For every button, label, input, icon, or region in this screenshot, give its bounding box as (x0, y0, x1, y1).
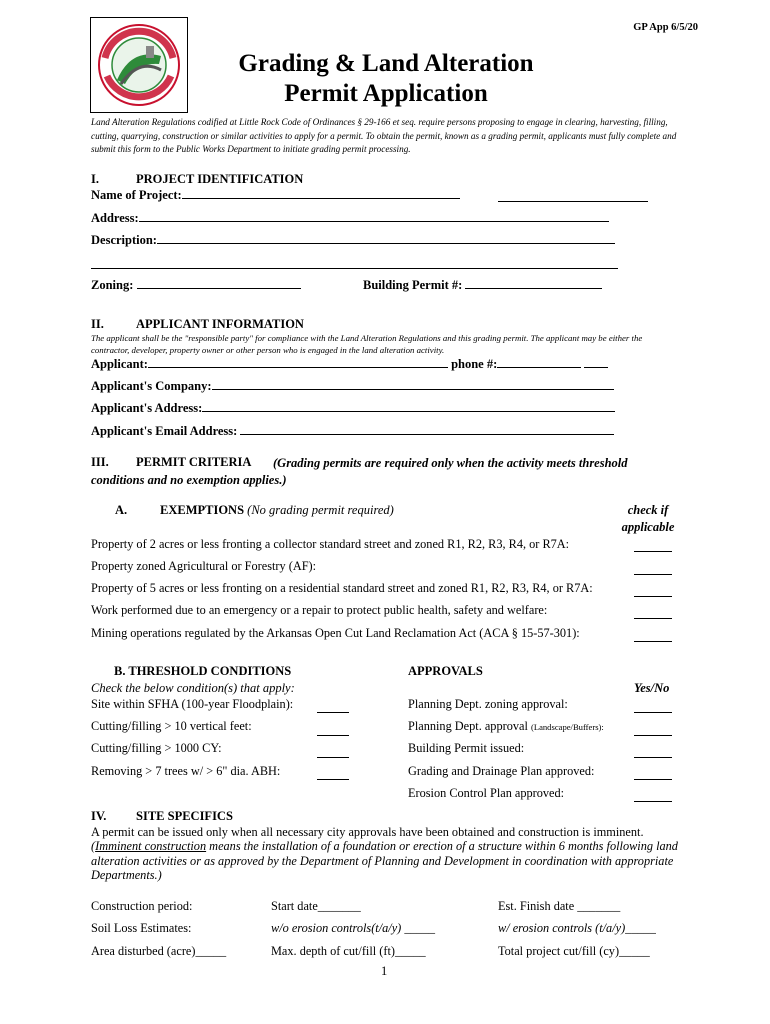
phone-label: phone #: (451, 357, 498, 371)
section2-heading: APPLICANT INFORMATION (136, 317, 304, 331)
project-name-field[interactable] (182, 188, 460, 199)
description-field-line2[interactable] (91, 258, 618, 269)
project-name-row (91, 188, 460, 203)
approval-item-with-note (408, 719, 604, 734)
w-erosion-field[interactable]: w/ erosion controls (t/a/y)_____ (498, 921, 656, 935)
max-depth-field[interactable]: Max. depth of cut/fill (ft)_____ (271, 944, 426, 958)
section3-heading: PERMIT CRITERIA (136, 455, 252, 469)
section1-heading: PROJECT IDENTIFICATION (136, 172, 304, 186)
finish-date-field[interactable]: Est. Finish date _______ (498, 899, 621, 913)
start-date-field[interactable]: Start date_______ (271, 899, 361, 913)
approval-item: Planning Dept. zoning approval: (408, 697, 568, 711)
zoning-row (91, 278, 301, 293)
description-field[interactable] (157, 233, 615, 244)
wo-erosion-field[interactable]: w/o erosion controls(t/a/y) _____ (271, 921, 436, 935)
description-row (91, 233, 615, 248)
exemption-check-2[interactable] (634, 564, 672, 575)
building-permit-field[interactable] (465, 278, 602, 289)
approval-check-3[interactable] (634, 747, 672, 758)
city-logo (90, 17, 188, 113)
applicant-note: The applicant shall be the "responsible party" for compliance with the Land Alteration Regulations and this grading permit. The applicant may be either the contractor, developer, property owner or other person who is engaged in the land alteration activity. (91, 333, 643, 355)
building-permit-label: Building Permit #: (363, 278, 463, 292)
address-label: Address: (91, 211, 139, 225)
check-header-2: applicable (621, 520, 675, 534)
exemption-check-4[interactable] (634, 608, 672, 619)
description-label: Description: (91, 233, 157, 247)
yes-no-header: Yes/No (634, 681, 670, 695)
applicant-address-label: Applicant's Address: (91, 401, 203, 415)
approval-small-note: (Landscape/Buffers): (530, 722, 604, 732)
threshold-check-4[interactable] (317, 769, 349, 780)
approval-item: Grading and Drainage Plan approved: (408, 764, 595, 778)
sub-a-heading-row (160, 503, 394, 518)
company-label: Applicant's Company: (91, 379, 212, 393)
page-title-line2: Permit Application (284, 80, 488, 107)
page-number: 1 (381, 964, 388, 978)
sub-a-letter: A. (115, 503, 128, 517)
section2-numeral: II. (91, 317, 104, 331)
public-works-seal-icon (91, 18, 187, 112)
applicant-email-label: Applicant's Email Address: (91, 424, 238, 438)
section3-heading-note: (Grading permits are required only when the activity meets threshold conditions and no exemption applies.) (91, 456, 628, 487)
applicant-label: Applicant: (91, 357, 148, 371)
zoning-label: Zoning: (91, 278, 134, 292)
approval-item: Building Permit issued: (408, 741, 525, 755)
applicant-row (91, 357, 608, 372)
applicant-field[interactable] (148, 357, 448, 368)
phone-ext-field[interactable] (584, 357, 608, 368)
site-specifics-paragraph: (Imminent construction means the installation of a foundation or erection of a structure within 6 months following land alteration activities or as approved by the Department of Planning and Development in coordination with appropriate Departments.) (91, 839, 678, 883)
section4-numeral: IV. (91, 809, 107, 823)
approval-item: Planning Dept. approval (408, 719, 528, 733)
approval-check-2[interactable] (634, 725, 672, 736)
threshold-item: Cutting/filling > 1000 CY: (91, 741, 222, 755)
exemption-check-1[interactable] (634, 541, 672, 552)
site-specifics-line1: A permit can be issued only when all necessary city approvals have been obtained and construction is imminent. (91, 825, 644, 839)
address-row (91, 211, 609, 226)
approval-check-4[interactable] (634, 769, 672, 780)
address-field[interactable] (139, 211, 609, 222)
company-field[interactable] (212, 379, 614, 390)
form-id: GP App 6/5/20 (633, 22, 698, 33)
soil-loss-label: Soil Loss Estimates: (91, 921, 192, 935)
area-disturbed-field[interactable]: Area disturbed (acre)_____ (91, 944, 227, 958)
total-cut-fill-field[interactable]: Total project cut/fill (cy)_____ (498, 944, 650, 958)
project-name-label: Name of Project: (91, 188, 182, 202)
zoning-field[interactable] (137, 278, 301, 289)
sub-b-heading: B. THRESHOLD CONDITIONS (114, 664, 292, 678)
exemption-item: Work performed due to an emergency or a repair to protect public health, safety and welfare: (91, 603, 548, 617)
building-permit-row (363, 278, 602, 293)
approval-check-5[interactable] (634, 791, 672, 802)
project-extra-field[interactable] (498, 191, 648, 202)
imminent-construction-text: means the installation of a foundation or erection of a structure within 6 months following land alteration activities or as approved by the Department of Planning and Development in coordination with appropriate Departments.) (91, 839, 678, 883)
applicant-email-field[interactable] (240, 424, 614, 435)
section4-heading: SITE SPECIFICS (136, 809, 233, 823)
sub-a-note: (No grading permit required) (247, 503, 394, 517)
applicant-address-row (91, 401, 615, 416)
imminent-construction-label: Imminent construction (95, 839, 207, 853)
exemption-check-5[interactable] (634, 631, 672, 642)
approval-check-1[interactable] (634, 702, 672, 713)
approval-item: Erosion Control Plan approved: (408, 786, 565, 800)
threshold-check-2[interactable] (317, 725, 349, 736)
applicant-email-row (91, 424, 614, 439)
exemption-item: Property of 2 acres or less fronting a collector standard street and zoned R1, R2, R3, R4, or R7A: (91, 537, 570, 551)
check-header-1: check if (627, 503, 669, 517)
phone-field[interactable] (497, 357, 581, 368)
threshold-item: Site within SFHA (100-year Floodplain): (91, 697, 294, 711)
exemption-item: Property of 5 acres or less fronting on a residential standard street and zoned R1, R2, R3, R4, or R7A: (91, 581, 593, 595)
threshold-item: Cutting/filling > 10 vertical feet: (91, 719, 252, 733)
page-title-line1: Grading & Land Alteration (238, 50, 534, 77)
exemption-item: Mining operations regulated by the Arkansas Open Cut Land Reclamation Act (ACA § 15-57-301): (91, 626, 580, 640)
exemption-item: Property zoned Agricultural or Forestry (AF): (91, 559, 317, 573)
approvals-heading: APPROVALS (408, 664, 483, 678)
applicant-address-field[interactable] (202, 401, 615, 412)
section3-numeral: III. (91, 455, 109, 469)
sub-b-note: Check the below condition(s) that apply: (91, 681, 295, 695)
threshold-item: Removing > 7 trees w/ > 6" dia. ABH: (91, 764, 281, 778)
section1-numeral: I. (91, 172, 99, 186)
exemption-check-3[interactable] (634, 586, 672, 597)
company-row (91, 379, 614, 394)
intro-paragraph: Land Alteration Regulations codified at Little Rock Code of Ordinances § 29-166 et seq. require persons proposing to engage in clearing, harvesting, filling, cutting, quarrying, construction or similar activities to apply for a permit. To obtain the permit, known as a grading permit, applicants must fully complete and submit this form to the Public Works Department to initiate grading permit processing. (91, 117, 677, 154)
threshold-check-3[interactable] (317, 747, 349, 758)
sub-a-heading: EXEMPTIONS (160, 503, 245, 517)
threshold-check-1[interactable] (317, 702, 349, 713)
construction-period-label: Construction period: (91, 899, 193, 913)
